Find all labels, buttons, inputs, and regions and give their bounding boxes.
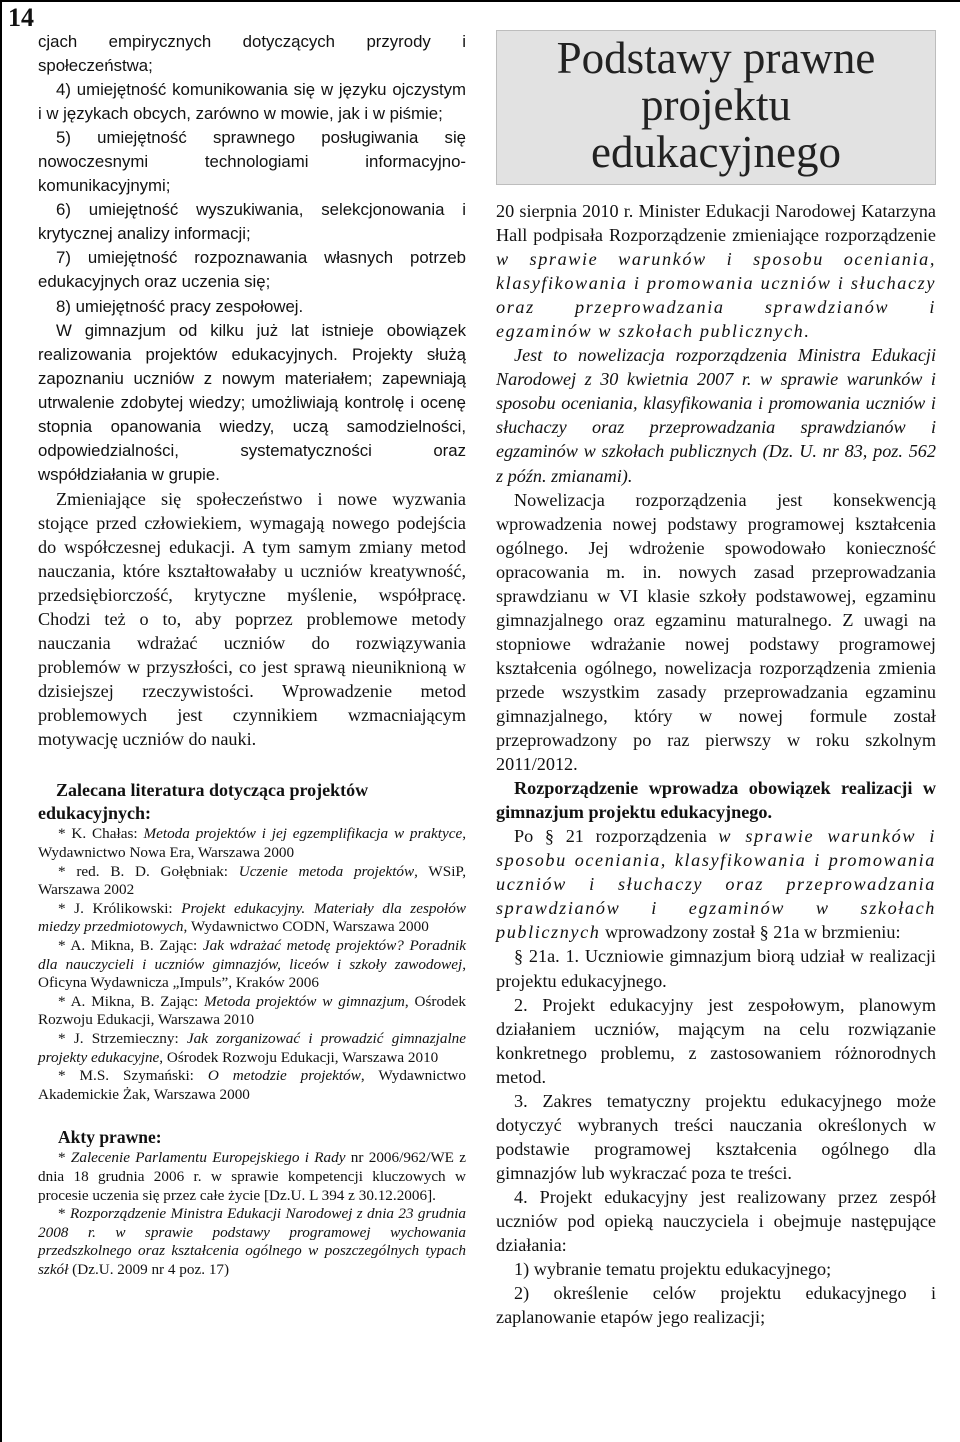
text-paragraph-bold: Rozporządzenie wprowadza obowiązek realizacji w gimnazjum projektu edukacyjnego. <box>496 778 936 823</box>
page-frame-left <box>0 0 2 1442</box>
text-paragraph: cjach empirycznych dotyczących przyrody i społeczeństwa; <box>38 32 466 76</box>
text-paragraph: 8) umiejętność pracy zespołowej. <box>56 296 304 316</box>
section-title-line: Podstawy prawne <box>556 33 876 83</box>
text-paragraph: 1) wybranie tematu projektu edukacyjnego; <box>514 1259 832 1280</box>
text-paragraph: 7) umiejętność rozpoznawania własnych potrzeb edukacyjnych oraz uczenia się; <box>38 248 466 292</box>
literature-heading: Zalecana literatura dotycząca projektów edukacyjnych: <box>38 780 369 824</box>
section-title-line: projektu <box>641 80 791 130</box>
literature-entry: * J. Królikowski: Projekt edukacyjny. Materiały dla zespołów miedzy przedmiotowych, Wydawnictwo CODN, Warszawa 2000 <box>38 899 466 936</box>
page-frame-top <box>0 0 960 2</box>
text-paragraph: 3. Zakres tematyczny projektu edukacyjnego może dotyczyć wybranych treści nauczania określonych w podstawie programowej kształcenia ogólnego dla gimnazjów lub wykraczać poza te treści. <box>496 1090 936 1183</box>
legal-acts-heading: Akty prawne: <box>58 1127 162 1148</box>
legal-act-entry: * Zalecenie Parlamentu Europejskiego i Rady nr 2006/962/WE z dnia 18 grudnia 2006 r. w sprawie kompetencji kluczowych w procesie uczenia się przez całe życie [Dz.U. L 394 z 30.12.2006]. <box>38 1149 467 1204</box>
text-paragraph: 6) umiejętność wyszukiwania, selekcjonowania i krytycznej analizy informacji; <box>38 200 466 244</box>
page-number: 14 <box>8 3 34 32</box>
section-title-line: edukacyjnego <box>591 127 841 177</box>
section-title-box <box>496 30 936 185</box>
text-paragraph: W gimnazjum od kilku już lat istnieje obowiązek realizowania projektów edukacyjnych. Projekty służą zapoznaniu uczniów z nowym materiałem; zapewniają utrwalenie zdobytej wiedzy; umożliwiają kontrolę i ocenę stopnia opanowania wiedzy, uczą samodzielności, odpowiedzialności, systematyczności oraz współdziałania w grupie. <box>38 320 466 484</box>
text-paragraph: Jest to nowelizacja rozporządzenia Ministra Edukacji Narodowej z 30 kwietnia 2007 r. w sprawie warunków i sposobu oceniania, klasyfikowania i promowania uczniów i słuchaczy oraz przeprowadzania sprawdzianów i egzaminów w szkołach publicznych (Dz. U. nr 83, poz. 562 z późn. zmianami). <box>496 345 936 486</box>
text-paragraph: 5) umiejętność sprawnego posługiwania się nowoczesnymi technologiami informacyjno-komunikacyjnymi; <box>38 128 466 196</box>
literature-entry: * A. Mikna, B. Zając: Metoda projektów w gimnazjum, Ośrodek Rozwoju Edukacji, Warszawa 2010 <box>38 992 466 1029</box>
literature-entry: * K. Chałas: Metoda projektów i jej egzemplifikacja w praktyce, Wydawnictwo Nowa Era, Warszawa 2000 <box>38 825 466 861</box>
left-column <box>38 30 466 1279</box>
text-paragraph: 2. Projekt edukacyjny jest zespołowym, planowym działaniem uczniów, mającym na celu rozwiązanie konkretnego problemu, z zastosowaniem różnorodnych metod. <box>496 994 936 1087</box>
text-paragraph: 20 sierpnia 2010 r. Minister Edukacji Narodowej Katarzyna Hall podpisała Rozporządzenie zmieniające rozporządzenie w sprawie warunków i sposobu oceniania, klasyfikowania i promowania uczniów i słuchaczy oraz przeprowadzania sprawdzianów i egzaminów w szkołach publicznych. <box>496 201 936 342</box>
literature-entry: * A. Mikna, B. Zając: Jak wdrażać metodę projektów? Poradnik dla nauczycieli i uczniów gimnazjów, liceów i szkoły zawodowej, Oficyna Wydawnicza „Impuls”, Kraków 2006 <box>38 936 466 992</box>
text-paragraph: 4) umiejętność komunikowania się w języku ojczystym i w językach obcych, zarówno w mowie, jak i w piśmie; <box>38 80 466 124</box>
literature-entry: * M.S. Szymański: O metodzie projektów, Wydawnictwo Akademickie Żak, Warszawa 2000 <box>38 1067 466 1103</box>
literature-entry: * J. Strzemieczny: Jak zorganizować i prowadzić gimnazjalne projekty edukacyjne, Ośrodek Rozwoju Edukacji, Warszawa 2010 <box>38 1029 466 1066</box>
text-paragraph: 2) określenie celów projektu edukacyjnego i zaplanowanie etapów jego realizacji; <box>496 1283 936 1328</box>
text-paragraph: Po § 21 rozporządzenia w sprawie warunków i sposobu oceniania, klasyfikowania i promowania uczniów i słuchaczy oraz przeprowadzania sprawdzianów i egzaminów w szkołach publicznych wprowadzony został § 21a w brzmieniu: <box>496 826 936 943</box>
text-paragraph: § 21a. 1. Uczniowie gimnazjum biorą udział w realizacji projektu edukacyjnego. <box>496 946 936 991</box>
literature-entry: * red. B. D. Gołębniak: Uczenie metoda projektów, WSiP, Warszawa 2002 <box>38 862 466 899</box>
legal-act-entry: * Rozporządzenie Ministra Edukacji Narodowej z dnia 23 grudnia 2008 r. w sprawie podstawy programowej wychowania przedszkolnego oraz kształcenia ogólnego w poszczególnych typach szkół (Dz.U. 2009 nr 4 poz. 17) <box>38 1205 467 1278</box>
text-paragraph: Nowelizacja rozporządzenia jest konsekwencją wprowadzenia nowej podstawy programowej kształcenia ogólnego. Jej wdrożenie spowodowało konieczność opracowania m. in. nowych zasad przeprowadzania sprawdzianu w VI klasie szkoły podstawowej, egzaminu gimnazjalnego oraz egzaminu maturalnego. Z uwagi na stopniowe wdrażanie nowej podstawy programowej kształcenia ogólnego, nowelizacja rozporządzenia zmienia przede wszystkim zasady przeprowadzania egzaminu gimnazjalnego, który w nowej formule został przeprowadzony po raz pierwszy w roku szkolnym 2011/2012. <box>496 489 936 775</box>
text-paragraph: Zmieniające się społeczeństwo i nowe wyzwania stojące przed człowiekiem, wymagają nowego podejścia do współczesnej edukacji. A tym samym zmiany metod nauczania, które kształtowałaby u uczniów kreatywność, przedsiębiorczość, krytyczne myślenie, współpracę. Chodzi też o to, aby poprzez problemowe metody nauczania wdrażać uczniów do rozwiązywania problemów w przyszłości, co jest sprawą nieuniknioną w dzisiejszej rzeczywistości. Wprowadzenie metod problemowych jest czynnikiem wzmacniającym motywację uczniów do nauki. <box>38 488 466 750</box>
text-paragraph: 4. Projekt edukacyjny jest realizowany przez zespół uczniów pod opieką nauczyciela i obejmuje następujące działania: <box>496 1186 936 1256</box>
right-column <box>496 30 936 1329</box>
